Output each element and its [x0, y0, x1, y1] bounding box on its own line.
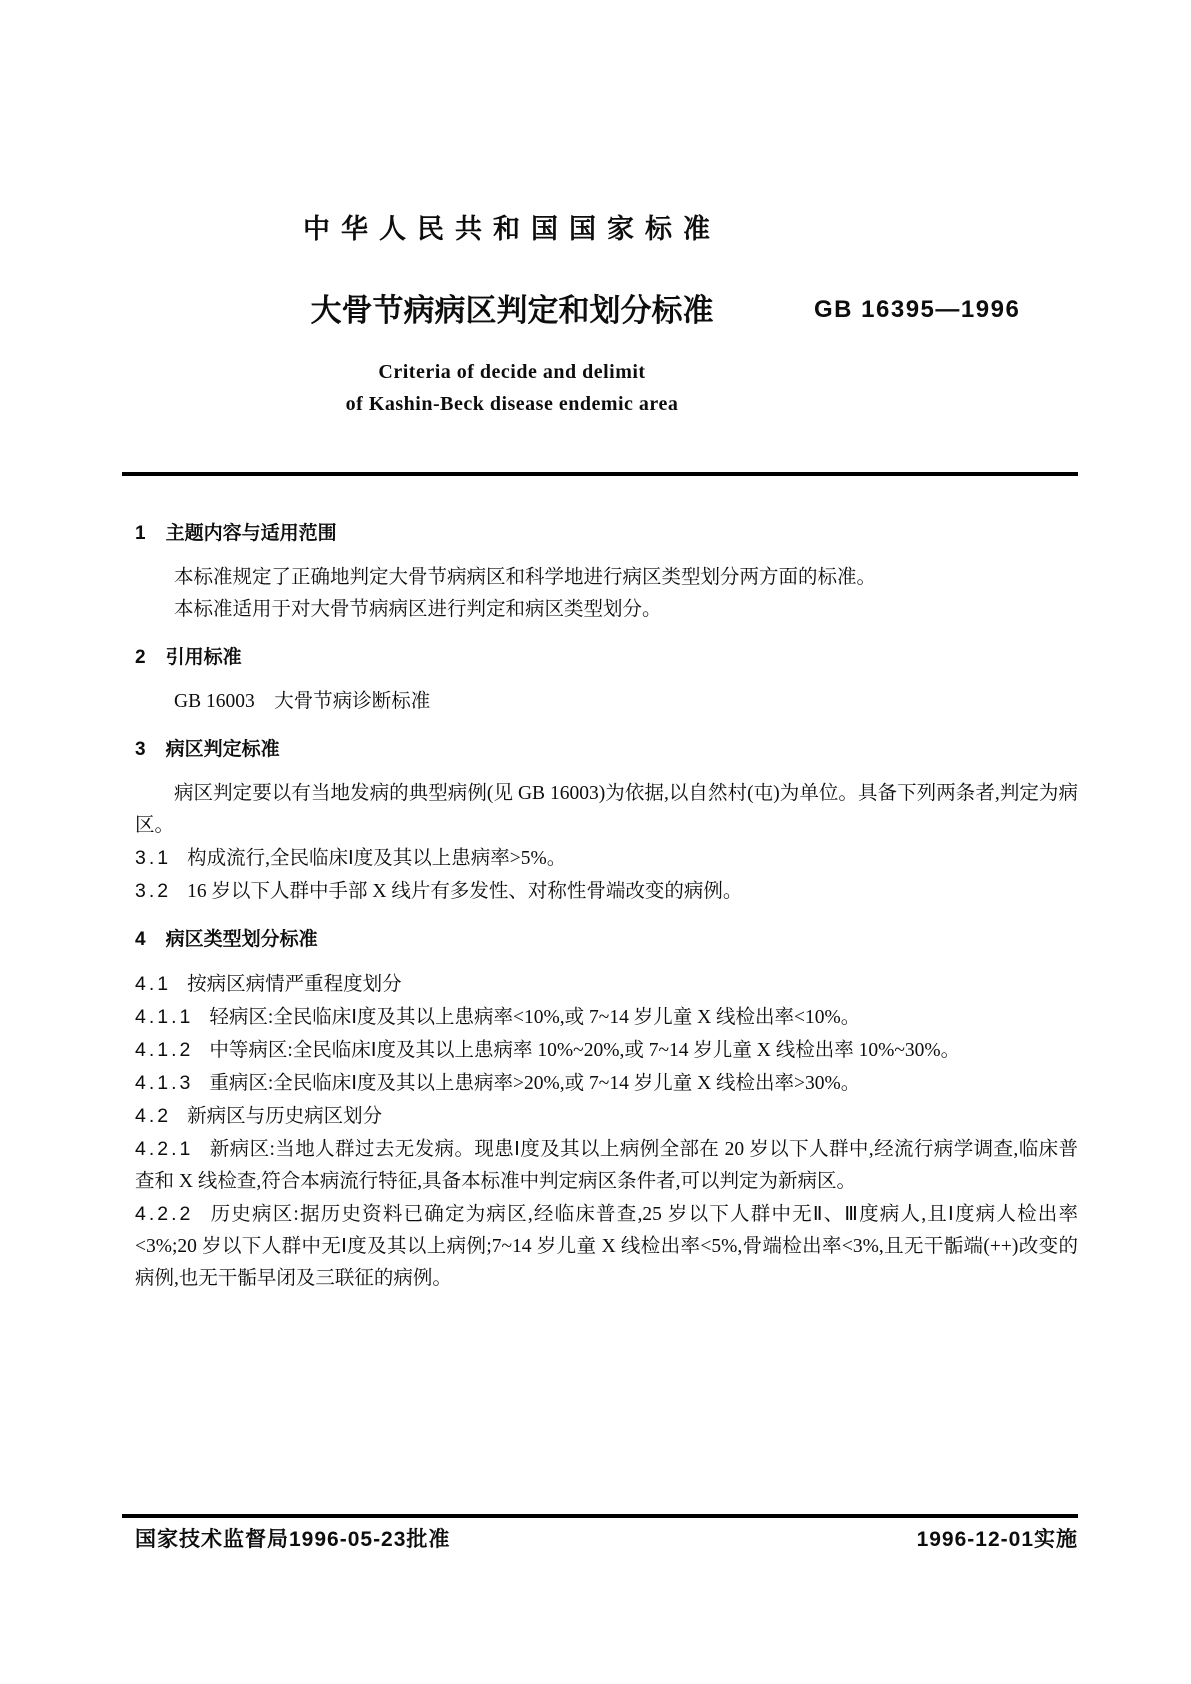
paragraph: 病区判定要以有当地发病的典型病例(见 GB 16003)为依据,以自然村(屯)为单位。具备下列两条者,判定为病区。	[135, 783, 1078, 836]
document-title-en-line2: of Kashin-Beck disease endemic area	[345, 393, 679, 415]
clause-text: 历史病区:据历史资料已确定为病区,经临床普查,25 岁以下人群中无Ⅱ、Ⅲ度病人,且Ⅰ度病人检出率<3%;20 岁以下人群中无Ⅰ度及其以上病例;7~14 岁儿童 X 线检出率<5%,骨端检出率<3%,且无干骺端(++)改变的病例,也无干骺早闭及三联征的病例。	[135, 1204, 1078, 1289]
section-heading-3	[135, 734, 1078, 766]
clause-text: 新病区与历史病区划分	[187, 1106, 383, 1127]
clause-3-1	[135, 842, 1078, 875]
paragraph: 本标准适用于对大骨节病病区进行判定和病区类型划分。	[174, 599, 662, 620]
clause-text: 中等病区:全民临床Ⅰ度及其以上患病率 10%~20%,或 7~14 岁儿童 X 线检出率 10%~30%。	[209, 1040, 961, 1061]
clause-4-2-1	[135, 1133, 1078, 1198]
footer-divider	[122, 1514, 1078, 1518]
section-number: 3	[135, 739, 146, 760]
clause-number: 4.1.1	[135, 1006, 194, 1028]
clause-text: 新病区:当地人群过去无发病。现患Ⅰ度及其以上病例全部在 20 岁以下人群中,经流行病学调查,临床普查和 X 线检查,符合本病流行特征,具备本标准中判定病区条件者,可以判定为新病区。	[135, 1139, 1078, 1192]
section-heading-2	[135, 642, 1078, 674]
clause-4-2	[135, 1100, 1078, 1133]
reference-item: GB 16003 大骨节病诊断标准	[174, 691, 431, 712]
clause-number: 4.1.2	[135, 1039, 194, 1061]
clause-3-2	[135, 875, 1078, 908]
clause-number: 4.2.2	[135, 1203, 194, 1225]
clause-text: 按病区病情严重程度划分	[187, 974, 402, 995]
clause-4-1-1	[135, 1001, 1078, 1034]
clause-number: 3.1	[135, 847, 172, 869]
clause-4-1	[135, 968, 1078, 1001]
section-title: 引用标准	[165, 647, 242, 668]
national-standard-label: 中华人民共和国国家标准	[303, 214, 721, 244]
implementation-note: 1996-12-01实施	[916, 1528, 1078, 1551]
title-row	[122, 288, 1078, 334]
clause-text: 16 岁以下人群中手部 X 线片有多发性、对称性骨端改变的病例。	[187, 881, 743, 902]
document-header	[0, 0, 1191, 420]
section-title: 病区判定标准	[165, 739, 280, 760]
paragraph: 本标准规定了正确地判定大骨节病病区和科学地进行病区类型划分两方面的标准。	[174, 567, 877, 588]
clause-text: 构成流行,全民临床Ⅰ度及其以上患病率>5%。	[187, 848, 567, 869]
clause-number: 4.1.3	[135, 1072, 194, 1094]
section-number: 1	[135, 523, 146, 544]
clause-text: 轻病区:全民临床Ⅰ度及其以上患病率<10%,或 7~14 岁儿童 X 线检出率<10%。	[209, 1007, 861, 1028]
section-title: 主题内容与适用范围	[165, 523, 337, 544]
document-footer	[122, 1524, 1078, 1556]
section-heading-1	[135, 518, 1078, 550]
clause-number: 4.2.1	[135, 1138, 194, 1160]
document-body	[122, 476, 1078, 1295]
document-title-en-line1: Criteria of decide and delimit	[378, 361, 646, 383]
clause-4-1-2	[135, 1034, 1078, 1067]
section-number: 2	[135, 647, 146, 668]
clause-text: 重病区:全民临床Ⅰ度及其以上患病率>20%,或 7~14 岁儿童 X 线检出率>30%。	[209, 1073, 861, 1094]
section-heading-4	[135, 924, 1078, 956]
clause-number: 3.2	[135, 880, 172, 902]
standard-code: GB 16395—1996	[814, 296, 1021, 323]
section-number: 4	[135, 929, 146, 950]
section-title: 病区类型划分标准	[165, 929, 318, 950]
clause-number: 4.1	[135, 973, 172, 995]
document-title-cn: 大骨节病病区判定和划分标准	[310, 293, 714, 328]
clause-4-2-2	[135, 1198, 1078, 1295]
clause-4-1-3	[135, 1067, 1078, 1100]
clause-number: 4.2	[135, 1105, 172, 1127]
approval-note: 国家技术监督局1996-05-23批准	[135, 1528, 451, 1551]
